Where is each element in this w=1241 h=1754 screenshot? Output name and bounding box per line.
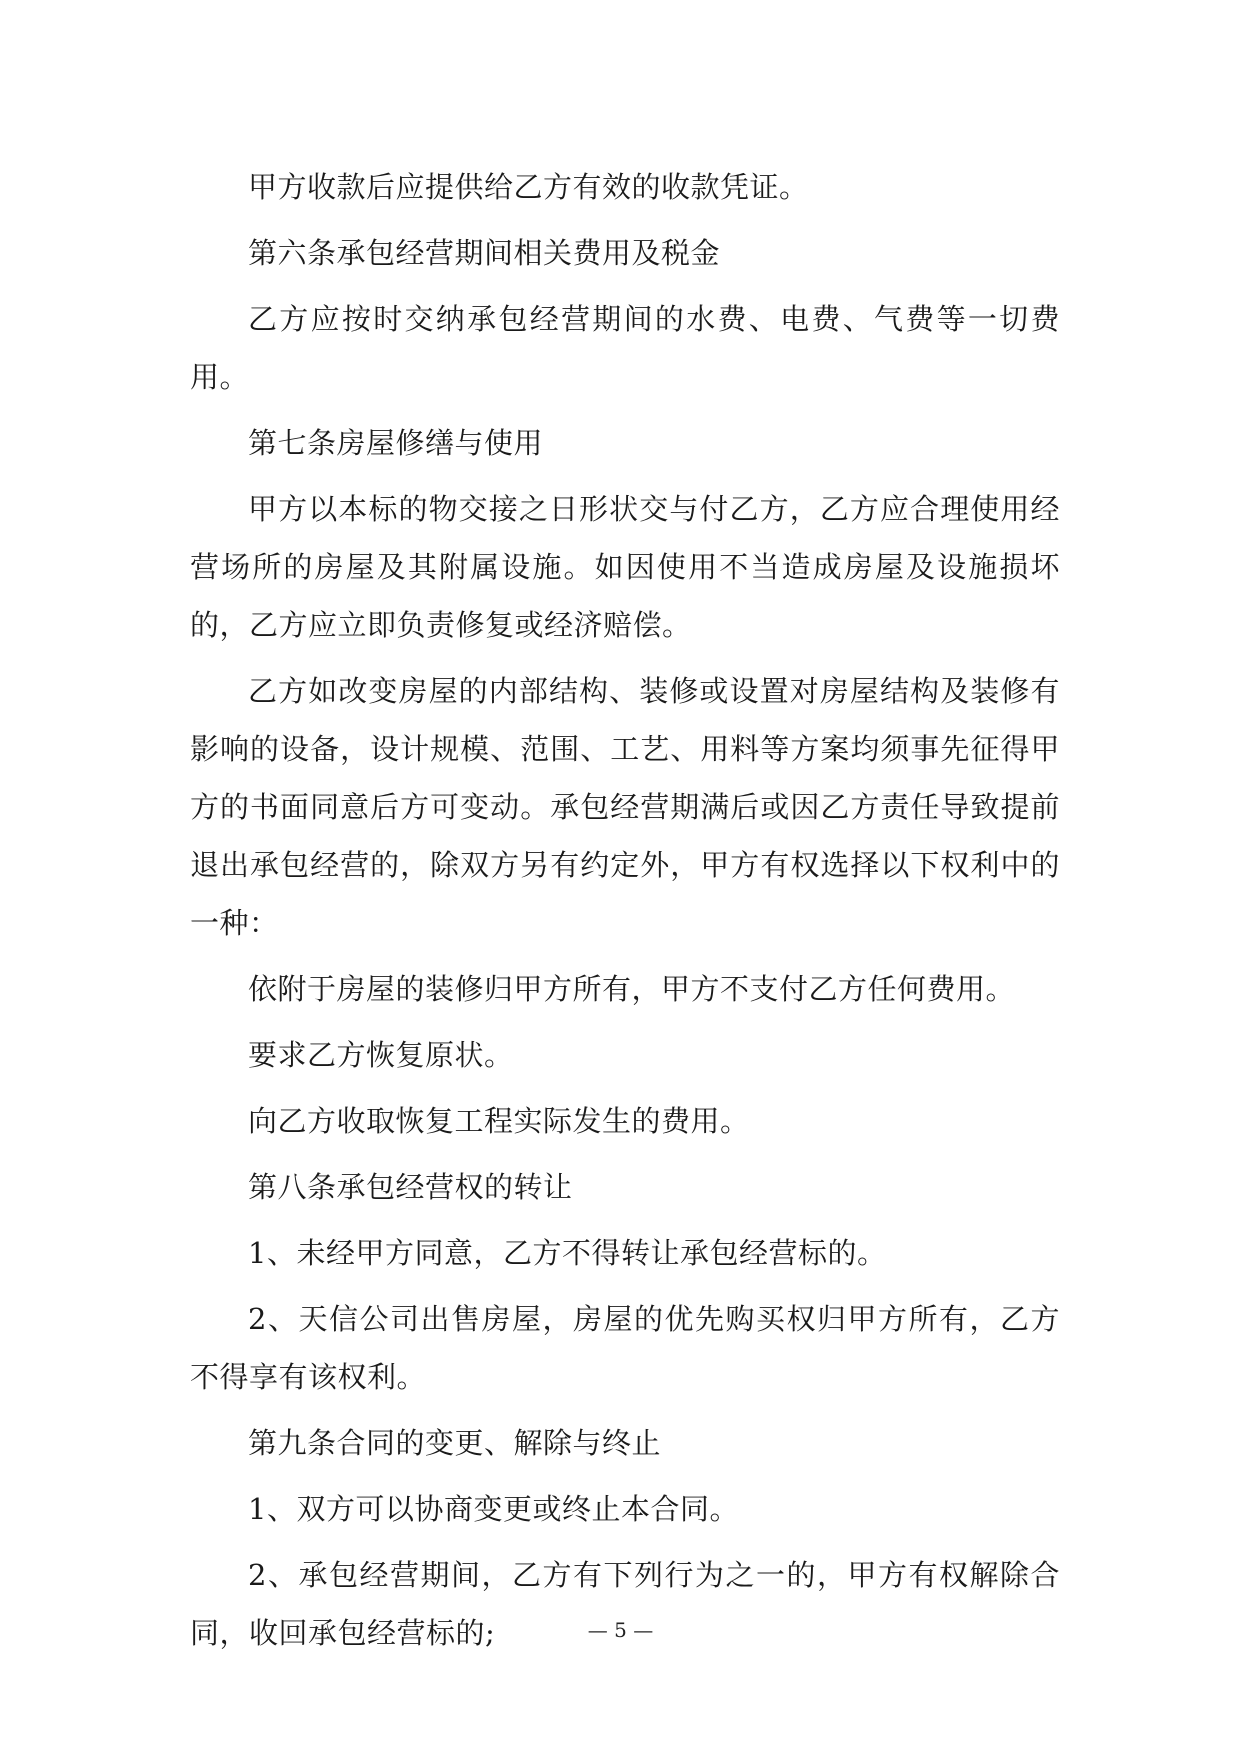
paragraph: 要求乙方恢复原状。 <box>248 1038 514 1072</box>
section-heading: 第六条承包经营期间相关费用及税金 <box>248 236 721 270</box>
paragraph: 甲方以本标的物交接之日形状交与付乙方，乙方应合理使用经营场所的房屋及其附属设施。如因使用不当造成房屋及设施损坏的，乙方应立即负责修复或经济赔偿。 <box>190 492 1060 642</box>
document-body <box>190 158 1060 1662</box>
page-number: — 5 — <box>587 1618 654 1642</box>
list-item: 1、双方可以协商变更或终止本合同。 <box>248 1492 739 1526</box>
paragraph: 依附于房屋的装修归甲方所有，甲方不支付乙方任何费用。 <box>248 972 1016 1006</box>
list-item: 1、未经甲方同意，乙方不得转让承包经营标的。 <box>248 1236 887 1270</box>
section-heading: 第八条承包经营权的转让 <box>248 1170 573 1204</box>
section-heading: 第九条合同的变更、解除与终止 <box>248 1426 662 1460</box>
paragraph: 乙方应按时交纳承包经营期间的水费、电费、气费等一切费用。 <box>190 302 1060 394</box>
section-heading: 第七条房屋修缮与使用 <box>248 426 544 460</box>
list-item: 2、天信公司出售房屋，房屋的优先购买权归甲方所有，乙方不得享有该权利。 <box>190 1302 1060 1394</box>
paragraph: 向乙方收取恢复工程实际发生的费用。 <box>248 1104 750 1138</box>
list-item: 2、承包经营期间，乙方有下列行为之一的，甲方有权解除合同，收回承包经营标的; <box>190 1558 1060 1650</box>
paragraph: 甲方收款后应提供给乙方有效的收款凭证。 <box>248 170 809 204</box>
paragraph: 乙方如改变房屋的内部结构、装修或设置对房屋结构及装修有影响的设备，设计规模、范围、工艺、用料等方案均须事先征得甲方的书面同意后方可变动。承包经营期满后或因乙方责任导致提前退出承包经营的，除双方另有约定外，甲方有权选择以下权利中的一种： <box>190 674 1060 940</box>
